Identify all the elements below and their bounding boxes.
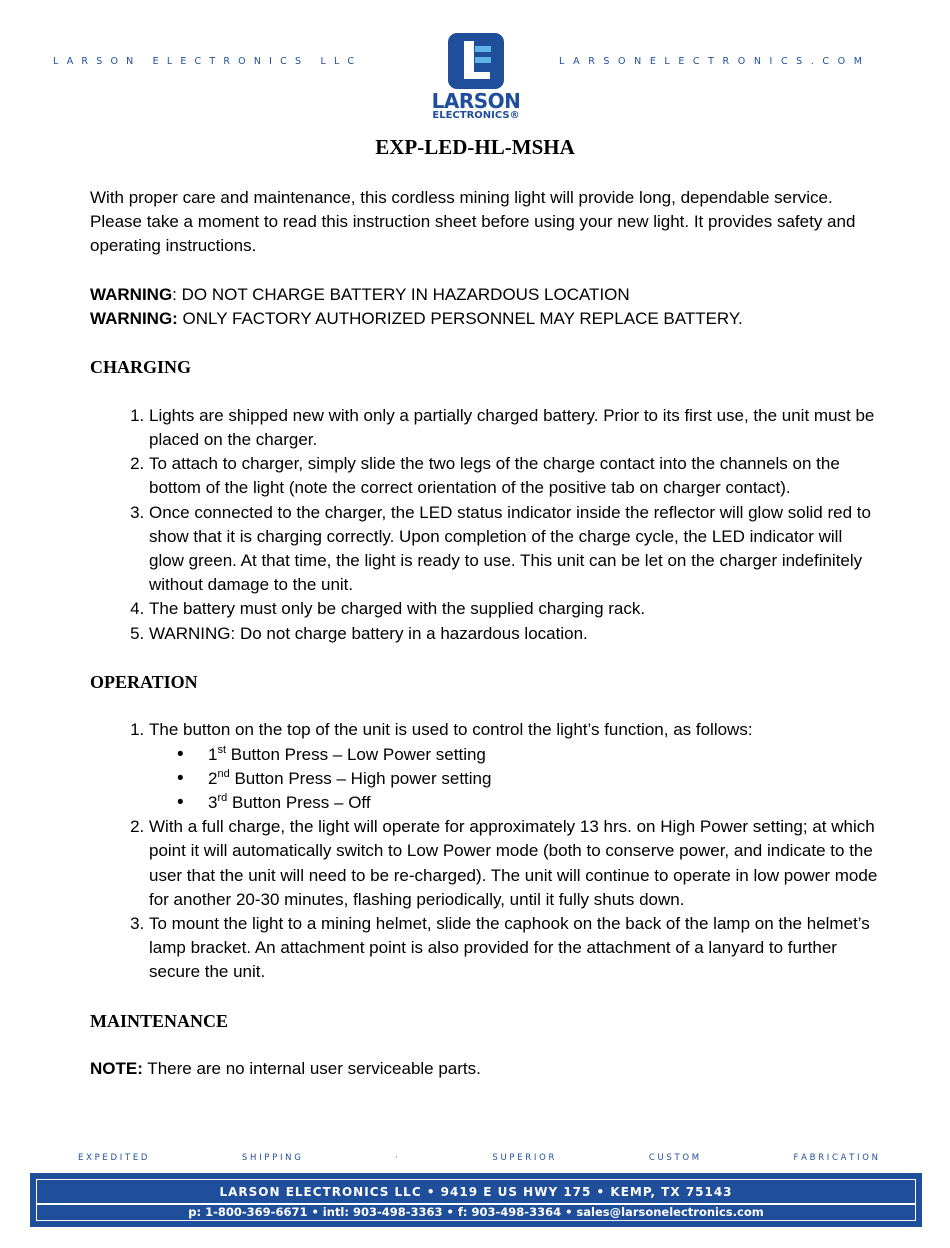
list-item: 2. To attach to charger, simply slide the two legs of the charge contact into the channels on the bottom of the light (note the correct orientation of the positive tab on charger contact). xyxy=(149,452,880,500)
logo-subtext: ELECTRONICS® xyxy=(432,110,520,121)
list-item: 3. Once connected to the charger, the LED status indicator inside the reflector will glow solid red to show that it is charging correctly. Upon completion of the charge cycle, the LED indicator will glow green. At that time, the light is ready to use. This unit can be let on the charger indefinitely without damage to the unit. xyxy=(149,501,880,598)
document-body xyxy=(90,186,880,1081)
company-name-header: LARSON ELECTRONICS LLC xyxy=(53,56,363,67)
tagline-word: S H I P P I N G xyxy=(241,1153,301,1163)
operation-list xyxy=(90,718,880,984)
document-title: EXP-LED-HL-MSHA xyxy=(375,135,575,159)
bullet-text: Button Press – Low Power setting xyxy=(226,744,486,764)
note-text: There are no internal user serviceable parts. xyxy=(142,1059,481,1079)
warning-text: ONLY FACTORY AUTHORIZED PERSONNEL MAY REPLACE BATTERY. xyxy=(177,309,743,328)
intro-paragraph: With proper care and maintenance, this cordless mining light will provide long, dependable service. Please take a moment to read this instruction sheet before using your new light. It provides safety and operating instructions. xyxy=(90,188,856,256)
ordinal-number: 1 xyxy=(208,744,218,764)
larson-logo xyxy=(424,32,528,127)
ordinal-number: 2 xyxy=(208,768,218,788)
logo-mark-icon xyxy=(447,32,505,90)
bullet-item xyxy=(208,743,880,767)
section-heading-maintenance: MAINTENANCE xyxy=(90,1010,229,1031)
footer-tagline xyxy=(78,1153,878,1163)
list-item: 4. The battery must only be charged with the supplied charging rack. xyxy=(149,597,880,621)
tagline-word: S U P E R I O R xyxy=(492,1153,555,1163)
maintenance-note xyxy=(90,1057,880,1081)
list-item-text: The button on the top of the unit is used to control the light’s function, as follows: xyxy=(149,720,753,740)
tagline-word: C U S T O M xyxy=(648,1153,700,1163)
tagline-word: F A B R I C A T I O N xyxy=(793,1153,878,1163)
warning-label: WARNING xyxy=(90,284,173,304)
list-item xyxy=(149,718,880,815)
bullet-text: Button Press – High power setting xyxy=(229,768,492,788)
list-item: 1. Lights are shipped new with only a partially charged battery. Prior to its first use, the unit must be placed on the charger. xyxy=(149,404,880,452)
footer-contact[interactable]: p: 1-800-369-6671 • intl: 903-498-3363 • f: 903-498-3364 • sales@larsonelectronics.com xyxy=(188,1205,764,1219)
section-heading-operation: OPERATION xyxy=(90,672,198,692)
tagline-word: E X P E D I T E D xyxy=(78,1153,148,1163)
website-header[interactable]: LARSONELECTRONICS.COM xyxy=(559,56,871,67)
list-item: 5. WARNING: Do not charge battery in a hazardous location. xyxy=(149,622,880,646)
charging-list xyxy=(90,404,880,646)
tagline-separator: · xyxy=(395,1153,398,1163)
section-heading-charging: CHARGING xyxy=(90,357,192,378)
warning-1 xyxy=(90,283,880,307)
logo-text: LARSON xyxy=(431,89,521,113)
bullet-item xyxy=(208,767,880,791)
warning-text: : DO NOT CHARGE BATTERY IN HAZARDOUS LOCATION xyxy=(172,284,630,304)
ordinal-suffix: rd xyxy=(217,792,228,804)
bullet-item xyxy=(208,791,880,815)
ordinal-number: 3 xyxy=(208,793,218,812)
warning-2 xyxy=(90,307,880,331)
footer-frame xyxy=(36,1179,916,1221)
ordinal-suffix: st xyxy=(217,743,227,756)
list-item: 3. To mount the light to a mining helmet, slide the caphook on the back of the lamp on the helmet’s lamp bracket. An attachment point is also provided for the attachment of a lanyard to further secure the unit. xyxy=(149,912,880,985)
button-press-list xyxy=(149,743,880,816)
warning-label: WARNING: xyxy=(90,309,178,328)
list-item: 2. With a full charge, the light will operate for approximately 13 hrs. on High Power setting; at which point it will automatically switch to Low Power mode (both to conserve power, and indicate to the user that the unit will need to be re-charged). The unit will continue to operate in low power mode for another 20-30 minutes, flashing periodically, until it fully shuts down. xyxy=(149,815,880,912)
note-label: NOTE: xyxy=(90,1059,143,1079)
footer-bar xyxy=(30,1173,922,1227)
bullet-text: Button Press – Off xyxy=(227,793,371,812)
ordinal-suffix: nd xyxy=(217,767,230,780)
footer-address: LARSON ELECTRONICS LLC • 9419 E US HWY 175 • KEMP, TX 75143 xyxy=(219,1185,733,1199)
